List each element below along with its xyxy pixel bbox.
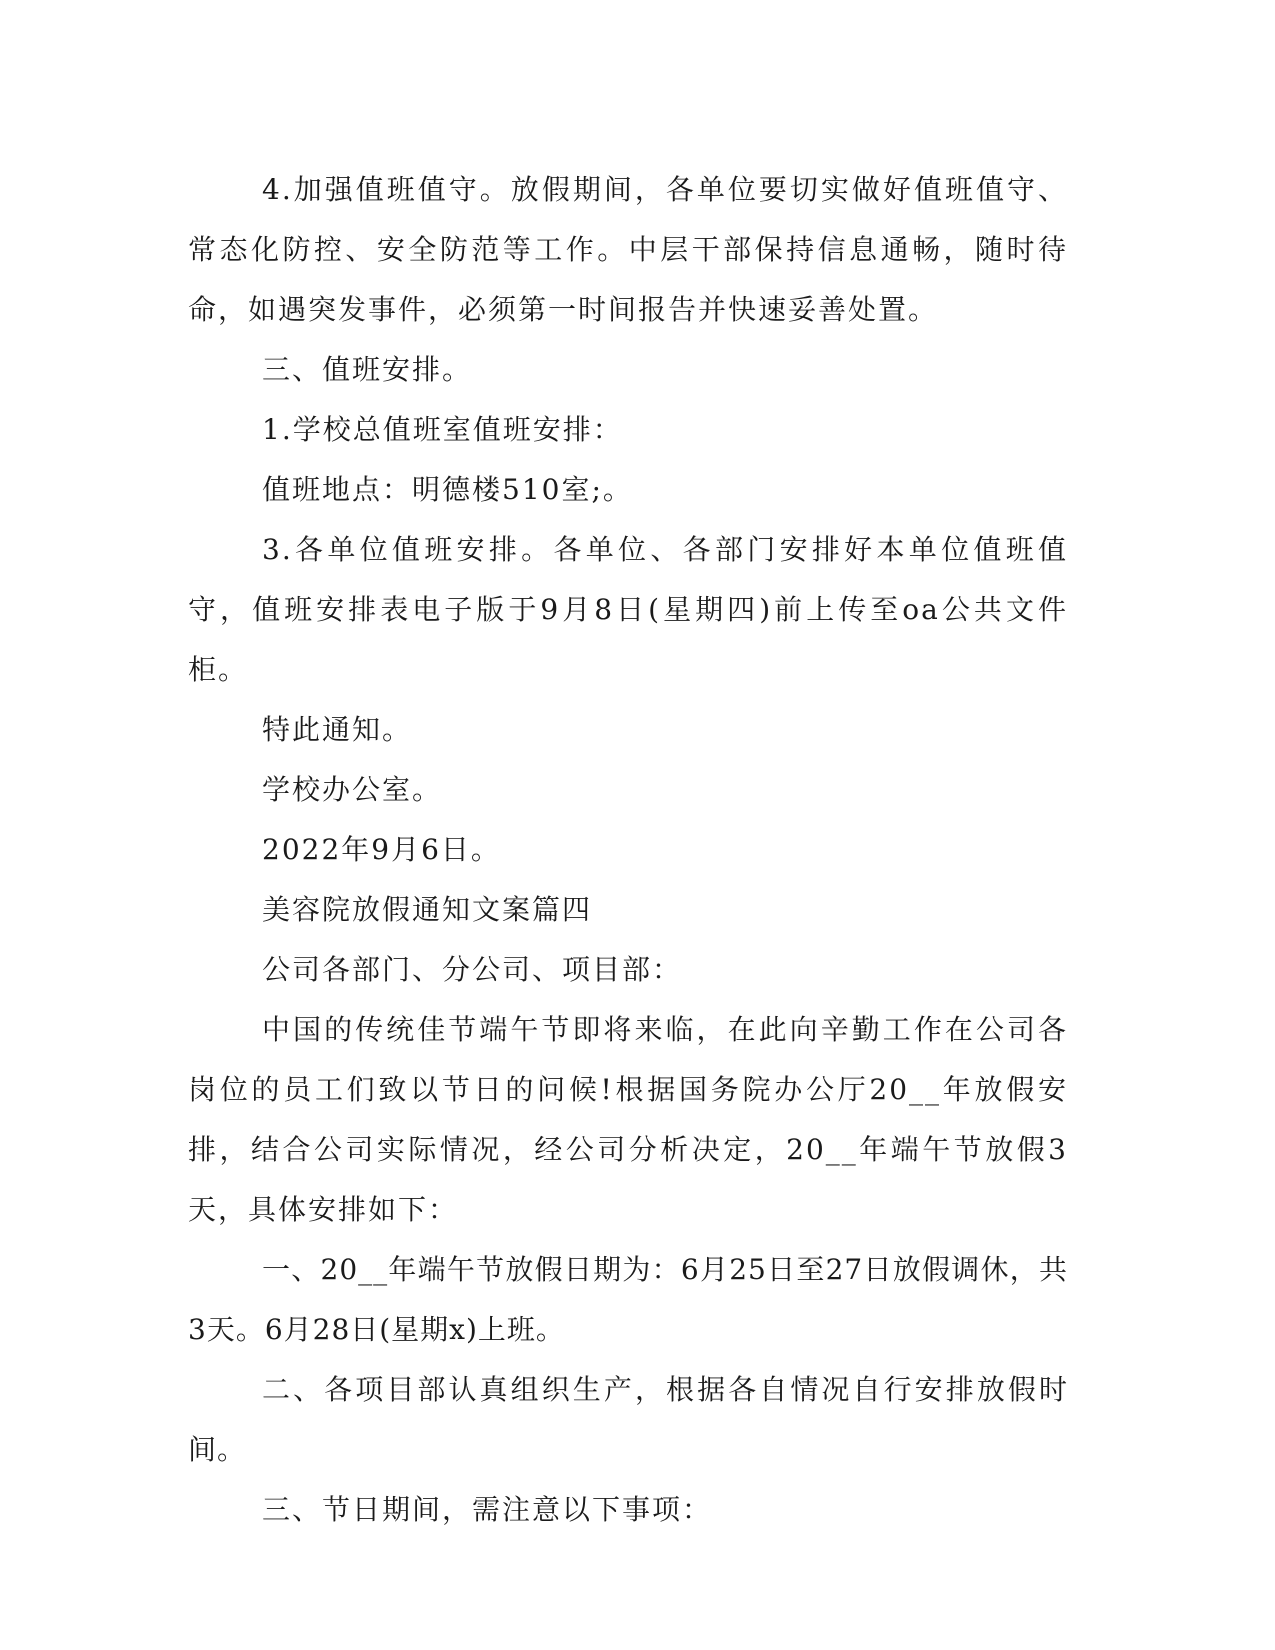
paragraph-project-arrangement: 二、各项目部认真组织生产，根据各自情况自行安排放假时间。: [188, 1373, 1068, 1466]
paragraph-notice-closing: 特此通知。: [262, 713, 413, 746]
paragraph-holiday-dates: 一、20__年端午节放假日期为：6月25日至27日放假调休，共3天。6月28日(星期x)上班。: [188, 1253, 1068, 1346]
paragraph-school-duty-room: 1.学校总值班室值班安排：: [262, 413, 623, 446]
heading-duty-arrangement: 三、值班安排。: [262, 353, 473, 386]
paragraph-unit-duty: 3.各单位值班安排。各单位、各部门安排好本单位值班值守，值班安排表电子版于9月8日(星期四)前上传至oa公共文件柜。: [188, 533, 1068, 686]
paragraph-recipients: 公司各部门、分公司、项目部：: [262, 953, 683, 986]
paragraph-notes-heading: 三、节日期间，需注意以下事项：: [262, 1493, 713, 1526]
paragraph-date: 2022年9月6日。: [262, 833, 501, 866]
document-body: [188, 160, 1068, 1540]
paragraph-duty-strengthen: 4.加强值班值守。放假期间，各单位要切实做好值班值守、常态化防控、安全防范等工作。中层干部保持信息通畅，随时待命，如遇突发事件，必须第一时间报告并快速妥善处置。: [188, 173, 1068, 326]
paragraph-duty-location: 值班地点：明德楼510室;。: [262, 473, 633, 506]
paragraph-issuer: 学校办公室。: [262, 773, 443, 806]
paragraph-intro: 中国的传统佳节端午节即将来临，在此向辛勤工作在公司各岗位的员工们致以节日的问候!根据国务院办公厅20__年放假安排，结合公司实际情况，经公司分析决定，20__年端午节放假3天，具体安排如下：: [188, 1013, 1068, 1226]
section-title: 美容院放假通知文案篇四: [262, 893, 593, 926]
